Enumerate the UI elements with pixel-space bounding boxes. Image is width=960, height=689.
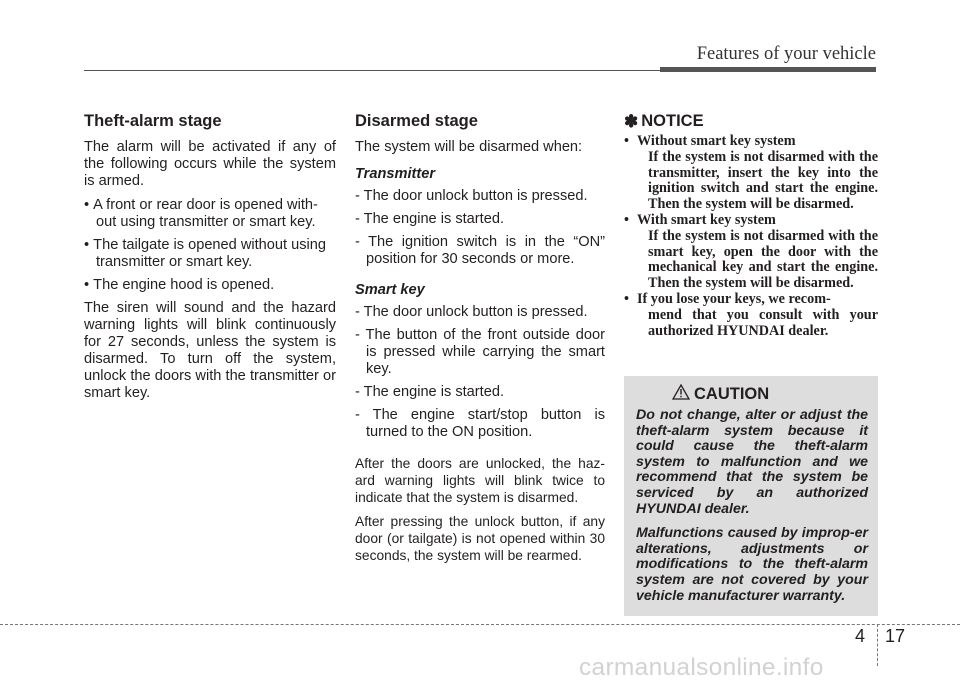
smart-key-item: - The door unlock button is pressed. — [355, 304, 588, 320]
notice-title-row — [624, 111, 878, 131]
smart-key-item: - The engine is started. — [355, 384, 504, 400]
theft-alarm-section — [84, 111, 336, 409]
notice-item: • With smart key system If the system is not disarmed with the smart key, open the door with the mechanical key and start the engine. Then the system will be disarmed. — [624, 211, 878, 292]
caution-title: CAUTION — [694, 385, 770, 403]
disarmed-heading: Disarmed stage — [355, 112, 478, 130]
smart-key-item: - The engine start/stop button is turned to the ON position. — [355, 407, 605, 440]
theft-alarm-intro: The alarm will be activated if any of the following occurs while the system is armed. — [84, 139, 336, 189]
notice-section — [624, 111, 878, 339]
theft-alarm-bullet: • A front or rear door is opened with-out using transmitter or smart key. — [84, 197, 318, 230]
footer-divider — [877, 624, 878, 666]
page-number: 17 — [885, 626, 906, 646]
caution-header — [672, 384, 769, 405]
transmitter-item: - The ignition switch is in the “ON” position for 30 seconds or more. — [355, 234, 605, 267]
notice-item: • Without smart key system If the system is not disarmed with the transmitter, insert the key into the ignition switch and start the engine. Then the system will be disarmed. — [624, 133, 878, 213]
theft-alarm-bullet: • The tailgate is opened without using transmitter or smart key. — [84, 237, 327, 270]
caution-paragraph-2: Malfunctions caused by improp-er alterations, adjustments or modifications to the theft-alarm system are not covered by your vehicle manufacturer warranty. — [636, 525, 868, 604]
caution-box — [624, 376, 878, 616]
theft-alarm-outro: The siren will sound and the hazard warning lights will blink continuously for 27 seconds, unless the system is disarmed. To turn off the system, unlock the doors with the transmitter or smart key. — [84, 300, 336, 401]
header-accent-bar — [660, 67, 876, 72]
warning-triangle-icon — [672, 384, 690, 405]
transmitter-subheading: Transmitter — [355, 166, 436, 182]
caution-body — [636, 408, 868, 613]
disarmed-paragraph-2: After pressing the unlock button, if any door (or tailgate) is not opened within 30 seconds, the system will be rearmed. — [355, 514, 605, 563]
disarmed-paragraph-1: After the doors are unlocked, the haz-ard warning lights will blink twice to indicate that the system is disarmed. — [355, 456, 605, 505]
page-header-title: Features of your vehicle — [696, 44, 876, 64]
chapter-number: 4 — [855, 626, 866, 646]
theft-alarm-heading: Theft-alarm stage — [84, 112, 222, 130]
disarmed-intro: The system will be disarmed when: — [355, 139, 583, 155]
caution-paragraph-1: Do not change, alter or adjust the theft-alarm system because it could cause the theft-alarm system to malfunction and we recommend that the system be serviced by an authorized HYUNDAI dealer. — [636, 407, 868, 517]
smart-key-item: - The button of the front outside door is pressed while carrying the smart key. — [355, 327, 605, 377]
notice-star-icon: ✽ — [624, 111, 639, 131]
notice-list — [624, 134, 878, 339]
notice-item: • If you lose your keys, we recom- mend that you consult with your authorized HYUNDAI dealer. — [624, 290, 878, 339]
smart-key-subheading: Smart key — [355, 282, 425, 298]
footer-rule — [0, 624, 960, 625]
theft-alarm-bullet: • The engine hood is opened. — [84, 277, 275, 293]
notice-heading: NOTICE — [641, 112, 704, 130]
disarmed-section — [355, 111, 605, 571]
transmitter-item: - The door unlock button is pressed. — [355, 188, 588, 204]
transmitter-item: - The engine is started. — [355, 211, 504, 227]
watermark: carmanualsonline.info — [579, 654, 824, 681]
